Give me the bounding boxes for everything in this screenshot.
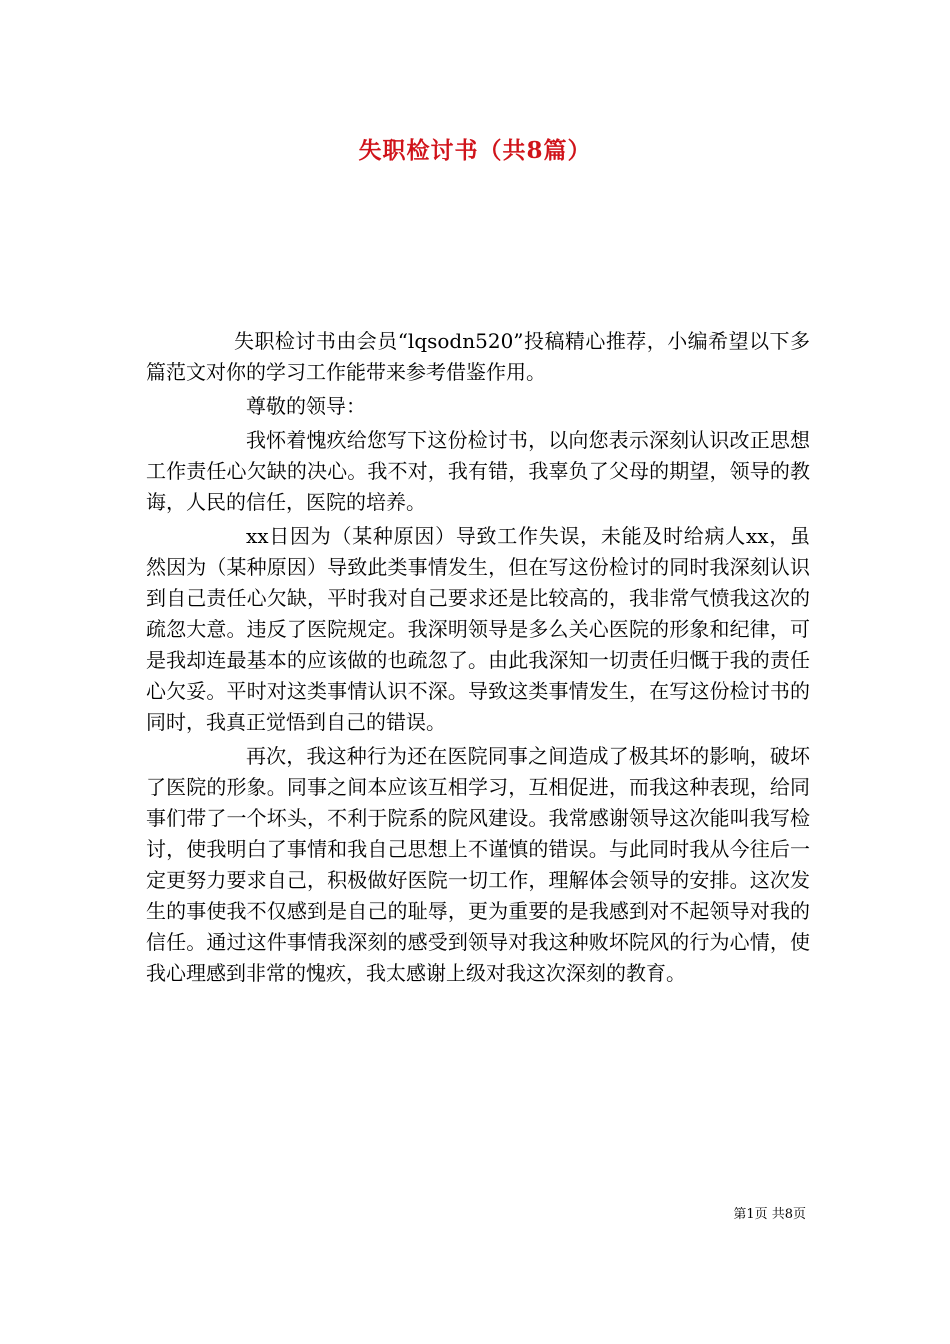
body-paragraph-2: xx日因为（某种原因）导致工作失误，未能及时给病人xx，虽然因为（某种原因）导致此类事情发生，但在写这份检讨的同时我深刻认识到自己责任心欠缺，平时我对自己要求还是比较高的，我非常气愤我这次的疏忽大意。违反了医院规定。我深明领导是多么关心医院的形象和纪律，可是我却连最基本的应该做的也疏忽了。由此我深知一切责任归慨于我的责任心欠妥。平时对这类事情认识不深。导致这类事情发生，在写这份检讨书的同时，我真正觉悟到自己的错误。 xyxy=(146,524,810,734)
body-paragraph-1: 我怀着愧疚给您写下这份检讨书，以向您表示深刻认识改正思想工作责任心欠缺的决心。我不对，我有错，我辜负了父母的期望，领导的教诲，人民的信任，医院的培养。 xyxy=(146,428,810,514)
page-number-footer: 第1页 共8页 xyxy=(733,1207,806,1222)
document-title: 失职检讨书（共8篇） xyxy=(358,137,592,164)
document-body xyxy=(146,326,810,992)
salutation: 尊敬的领导： xyxy=(246,394,366,418)
intro-paragraph: 失职检讨书由会员“lqsodn520”投稿精心推荐，小编希望以下多篇范文对你的学习工作能带来参考借鉴作用。 xyxy=(146,329,810,384)
body-paragraph-3: 再次，我这种行为还在医院同事之间造成了极其坏的影响，破坏了医院的形象。同事之间本应该互相学习，互相促进，而我这种表现，给同事们带了一个坏头，不利于院系的院风建设。我常感谢领导这次能叫我写检讨，使我明白了事情和我自己思想上不谨慎的错误。与此同时我从今往后一定更努力要求自己，积极做好医院一切工作，理解体会领导的安排。这次发生的事使我不仅感到是自己的耻辱，更为重要的是我感到对不起领导对我的信任。通过这件事情我深刻的感受到领导对我这种败坏院风的行为心情，使我心理感到非常的愧疚，我太感谢上级对我这次深刻的教育。 xyxy=(146,744,810,985)
